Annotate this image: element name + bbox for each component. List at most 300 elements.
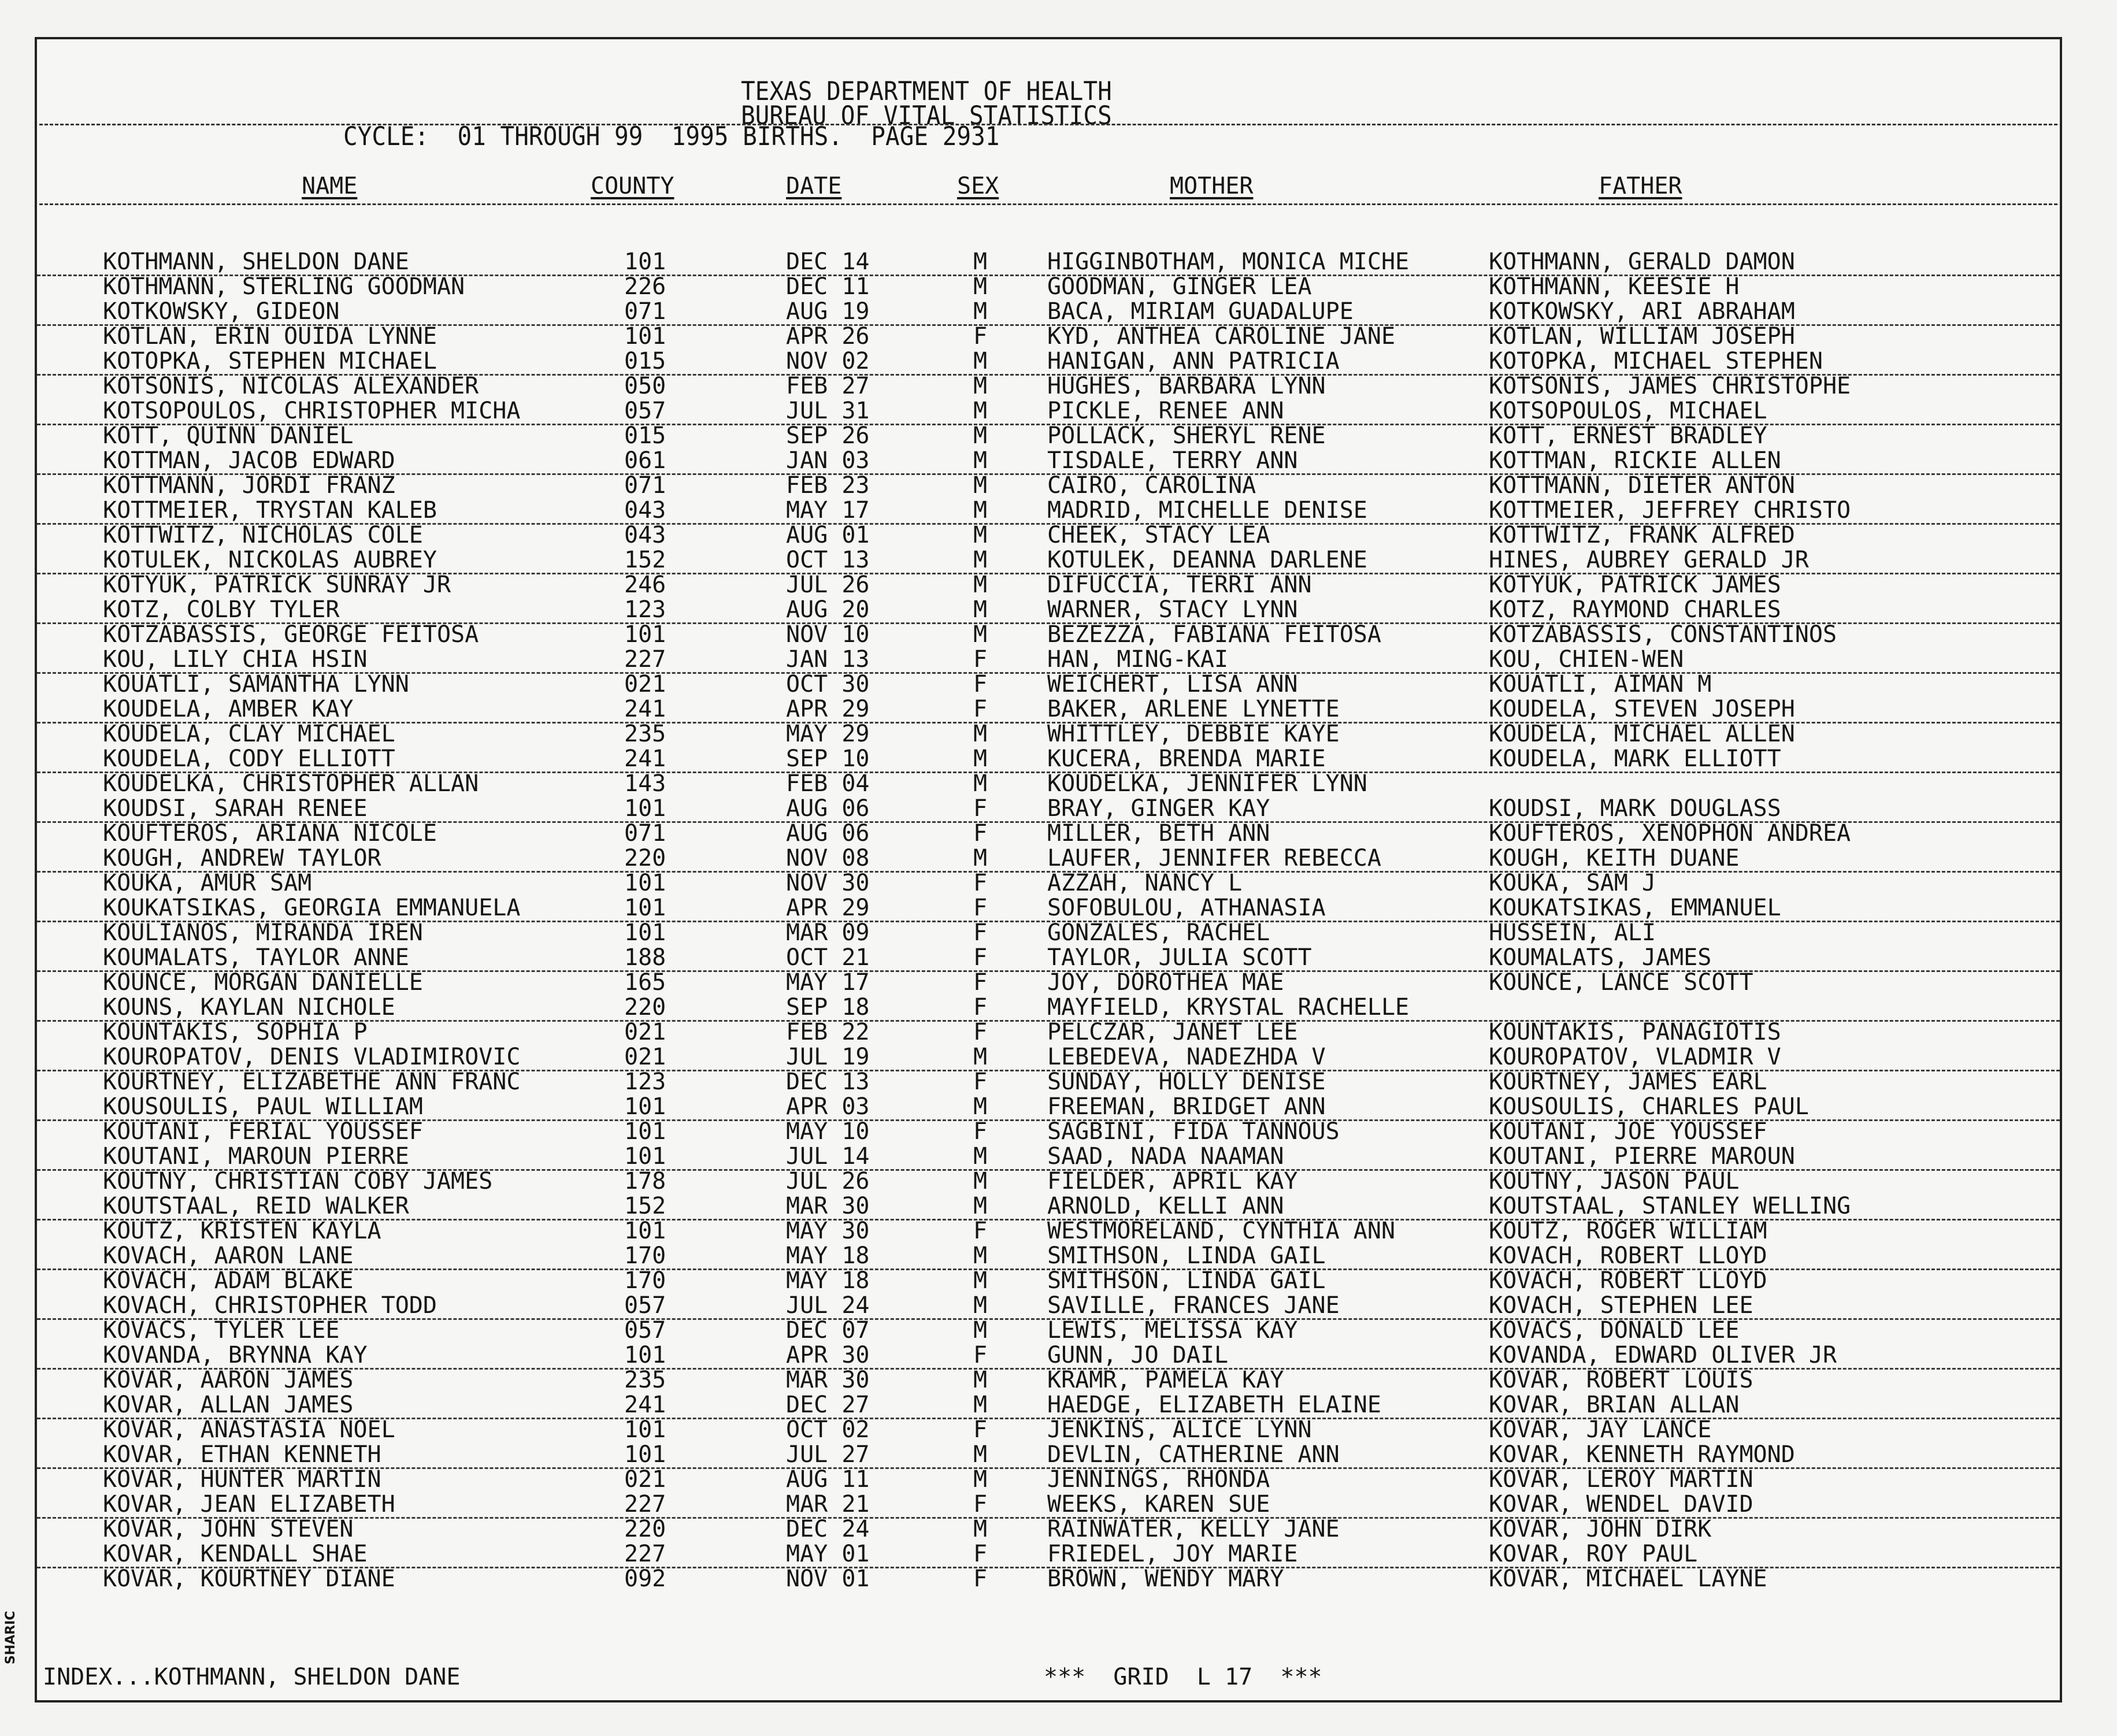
cell-mother: WEEKS, KAREN SUE — [1047, 1491, 1270, 1518]
cell-date: MAY 18 — [786, 1267, 870, 1294]
cell-name: KOUMALATS, TAYLOR ANNE — [103, 944, 409, 971]
cell-date: MAY 18 — [786, 1242, 870, 1269]
cell-mother: HIGGINBOTHAM, MONICA MICHE — [1047, 248, 1410, 275]
cell-date: AUG 19 — [786, 298, 870, 325]
cell-date: JUL 24 — [786, 1292, 870, 1319]
cell-mother: KOUDELKA, JENNIFER LYNN — [1047, 770, 1367, 797]
cell-date: NOV 02 — [786, 348, 870, 374]
cell-father: KOUTSTAAL, STANLEY WELLING — [1489, 1193, 1851, 1219]
cell-county: 057 — [624, 1317, 666, 1344]
cell-name: KOTTMEIER, TRYSTAN KALEB — [103, 497, 437, 524]
cell-name: KOVAR, KOURTNEY DIANE — [103, 1566, 395, 1592]
cell-name: KOUNS, KAYLAN NICHOLE — [103, 994, 395, 1021]
table-row — [37, 1045, 2060, 1071]
cell-name: KOUNTAKIS, SOPHIA P — [103, 1019, 368, 1045]
cell-county: 061 — [624, 447, 666, 474]
cell-father: KOVAR, KENNETH RAYMOND — [1489, 1441, 1795, 1468]
cell-sex: F — [973, 696, 988, 722]
table-row — [37, 1567, 2060, 1592]
table-row — [37, 921, 2060, 945]
cell-name: KOTHMANN, SHELDON DANE — [103, 248, 409, 275]
cell-county: 015 — [624, 422, 666, 449]
side-stamp: SHARIC — [3, 1611, 18, 1664]
cell-mother: KOTULEK, DEANNA DARLENE — [1047, 547, 1367, 573]
grid-label: *** GRID L 17 *** — [1044, 1664, 1322, 1690]
cell-sex: M — [973, 1441, 988, 1468]
table-row — [37, 1119, 2060, 1144]
cell-name: KOVAR, JEAN ELIZABETH — [103, 1491, 395, 1518]
cell-name: KOVAR, HUNTER MARTIN — [103, 1466, 381, 1493]
cell-sex: M — [973, 1143, 988, 1170]
cell-name: KOUKATSIKAS, GEORGIA EMMANUELA — [103, 895, 521, 921]
cell-county: 220 — [624, 994, 666, 1021]
cell-county: 101 — [624, 1416, 666, 1443]
cell-name: KOUTANI, MAROUN PIERRE — [103, 1143, 409, 1170]
cell-date: MAY 17 — [786, 969, 870, 996]
cell-father: KOTT, ERNEST BRADLEY — [1489, 422, 1767, 449]
table-row — [37, 622, 2060, 647]
table-row — [37, 1219, 2060, 1244]
cell-sex: F — [973, 994, 988, 1021]
cell-father: KOVANDA, EDWARD OLIVER JR — [1489, 1342, 1837, 1368]
cell-mother: POLLACK, SHERYL RENE — [1047, 422, 1326, 449]
cell-name: KOUKA, AMUR SAM — [103, 870, 312, 896]
cell-sex: F — [973, 795, 988, 822]
cell-county: 227 — [624, 1491, 666, 1518]
cell-date: OCT 30 — [786, 671, 870, 698]
cell-date: OCT 21 — [786, 944, 870, 971]
table-row — [37, 1095, 2060, 1121]
cell-father: KOTTMANN, DIETER ANTON — [1489, 472, 1795, 499]
cell-county: 227 — [624, 1541, 666, 1567]
cell-date: OCT 02 — [786, 1416, 870, 1443]
cell-name: KOUTANI, FERIAL YOUSSEF — [103, 1118, 423, 1145]
cell-mother: KRAMR, PAMELA KAY — [1047, 1367, 1284, 1393]
table-row — [37, 548, 2060, 574]
table-row — [37, 1492, 2060, 1519]
cell-county: 021 — [624, 671, 666, 698]
table-row — [37, 821, 2060, 846]
cell-date: JUL 26 — [786, 572, 870, 598]
cell-name: KOUDELA, CODY ELLIOTT — [103, 745, 395, 772]
column-header-name: NAME — [302, 173, 358, 199]
cell-sex: F — [973, 646, 988, 673]
cell-date: MAR 21 — [786, 1491, 870, 1518]
cell-father: KOUGH, KEITH DUANE — [1489, 845, 1740, 871]
cell-mother: WEICHERT, LISA ANN — [1047, 671, 1298, 698]
cell-father: KOTZABASSIS, CONSTANTINOS — [1489, 621, 1837, 648]
table-row — [37, 473, 2060, 498]
cell-county: 152 — [624, 547, 666, 573]
cell-father: KOUATLI, AIMAN M — [1489, 671, 1712, 698]
cell-county: 101 — [624, 1143, 666, 1170]
cell-county: 021 — [624, 1466, 666, 1493]
cell-mother: BROWN, WENDY MARY — [1047, 1566, 1284, 1592]
cell-name: KOTKOWSKY, GIDEON — [103, 298, 340, 325]
cell-sex: F — [973, 671, 988, 698]
cell-mother: HUGHES, BARBARA LYNN — [1047, 373, 1326, 399]
cell-sex: M — [973, 721, 988, 747]
cell-mother: DIFUCCIA, TERRI ANN — [1047, 572, 1312, 598]
cell-mother: SAAD, NADA NAAMAN — [1047, 1143, 1284, 1170]
table-row — [37, 970, 2060, 995]
cell-name: KOVACH, AARON LANE — [103, 1242, 354, 1269]
cell-sex: M — [973, 596, 988, 623]
cell-name: KOUDELA, AMBER KAY — [103, 696, 354, 722]
cell-father: KOVAR, WENDEL DAVID — [1489, 1491, 1753, 1518]
header-separator — [39, 124, 2057, 125]
table-row — [37, 945, 2060, 972]
cell-county: 101 — [624, 248, 666, 275]
cell-father: KOVAR, ROBERT LOUIS — [1489, 1367, 1753, 1393]
cell-mother: BRAY, GINGER KAY — [1047, 795, 1270, 822]
cell-date: MAY 29 — [786, 721, 870, 747]
cell-father: KOUMALATS, JAMES — [1489, 944, 1712, 971]
cell-mother: BEZEZZA, FABIANA FEITOSA — [1047, 621, 1381, 648]
cell-county: 101 — [624, 1218, 666, 1244]
cell-father: KOVAR, MICHAEL LAYNE — [1489, 1566, 1767, 1592]
cell-sex: M — [973, 547, 988, 573]
table-row — [37, 1244, 2060, 1270]
cell-mother: SAVILLE, FRANCES JANE — [1047, 1292, 1340, 1319]
cell-county: 241 — [624, 745, 666, 772]
cell-date: APR 29 — [786, 696, 870, 722]
cell-date: JUL 26 — [786, 1168, 870, 1195]
cell-name: KOURTNEY, ELIZABETHE ANN FRANC — [103, 1069, 521, 1095]
cell-name: KOVACH, CHRISTOPHER TODD — [103, 1292, 437, 1319]
cell-sex: M — [973, 422, 988, 449]
cell-name: KOTLAN, ERIN OUIDA LYNNE — [103, 323, 437, 350]
cell-mother: SMITHSON, LINDA GAIL — [1047, 1242, 1326, 1269]
cell-sex: M — [973, 1267, 988, 1294]
cell-sex: M — [973, 845, 988, 871]
cell-mother: JENKINS, ALICE LYNN — [1047, 1416, 1312, 1443]
cell-date: MAY 01 — [786, 1541, 870, 1567]
cell-date: MAR 09 — [786, 919, 870, 946]
cell-sex: M — [973, 348, 988, 374]
cell-county: 227 — [624, 646, 666, 673]
table-row — [37, 498, 2060, 525]
cell-mother: AZZAH, NANCY L — [1047, 870, 1243, 896]
cell-name: KOVAR, ALLAN JAMES — [103, 1392, 354, 1418]
cell-name: KOTZ, COLBY TYLER — [103, 596, 340, 623]
table-row — [37, 523, 2060, 548]
cell-name: KOTSONIS, NICOLAS ALEXANDER — [103, 373, 479, 399]
cell-name: KOUTSTAAL, REID WALKER — [103, 1193, 409, 1219]
cell-name: KOTTMANN, JORDI FRANZ — [103, 472, 395, 499]
cell-sex: M — [973, 1044, 988, 1070]
table-row — [37, 846, 2060, 873]
table-row — [37, 871, 2060, 896]
cell-name: KOTT, QUINN DANIEL — [103, 422, 354, 449]
table-row — [37, 1542, 2060, 1568]
cell-name: KOUSOULIS, PAUL WILLIAM — [103, 1093, 423, 1120]
cell-sex: F — [973, 1019, 988, 1045]
cell-father: KOVACS, DONALD LEE — [1489, 1317, 1740, 1344]
cell-date: DEC 13 — [786, 1069, 870, 1095]
cell-name: KOVAR, ETHAN KENNETH — [103, 1441, 381, 1468]
cell-sex: F — [973, 820, 988, 847]
cell-sex: F — [973, 1118, 988, 1145]
cell-sex: M — [973, 298, 988, 325]
cell-mother: PICKLE, RENEE ANN — [1047, 398, 1284, 424]
cell-date: JUL 14 — [786, 1143, 870, 1170]
table-row — [37, 1368, 2060, 1393]
cell-county: 101 — [624, 1342, 666, 1368]
cell-date: FEB 22 — [786, 1019, 870, 1045]
table-row — [37, 697, 2060, 724]
cell-county: 123 — [624, 1069, 666, 1095]
cell-name: KOTTWITZ, NICHOLAS COLE — [103, 522, 423, 548]
cell-county: 101 — [624, 919, 666, 946]
cell-mother: WHITTLEY, DEBBIE KAYE — [1047, 721, 1340, 747]
cell-father: KOVACH, ROBERT LLOYD — [1489, 1267, 1767, 1294]
table-row — [37, 1442, 2060, 1469]
cell-date: AUG 11 — [786, 1466, 870, 1493]
cell-sex: F — [973, 969, 988, 996]
cell-county: 101 — [624, 870, 666, 896]
cell-county: 101 — [624, 795, 666, 822]
cell-date: FEB 27 — [786, 373, 870, 399]
cell-sex: F — [973, 1218, 988, 1244]
cell-name: KOVAR, KENDALL SHAE — [103, 1541, 368, 1567]
cell-date: APR 30 — [786, 1342, 870, 1368]
cell-name: KOUTNY, CHRISTIAN COBY JAMES — [103, 1168, 493, 1195]
table-row — [37, 324, 2060, 349]
cell-father: KOUDELA, MICHAEL ALLEN — [1489, 721, 1795, 747]
cell-date: FEB 23 — [786, 472, 870, 499]
cell-sex: M — [973, 373, 988, 399]
column-header-mother: MOTHER — [1170, 173, 1254, 199]
cell-name: KOVAR, JOHN STEVEN — [103, 1516, 354, 1542]
cell-county: 101 — [624, 323, 666, 350]
cell-father: KOTSOPOULOS, MICHAEL — [1489, 398, 1767, 424]
cell-mother: MADRID, MICHELLE DENISE — [1047, 497, 1367, 524]
cell-county: 143 — [624, 770, 666, 797]
cell-county: 241 — [624, 1392, 666, 1418]
cell-date: JAN 13 — [786, 646, 870, 673]
cell-father: KOTTWITZ, FRANK ALFRED — [1489, 522, 1795, 548]
table-row — [37, 1268, 2060, 1293]
cell-father: KOTTMEIER, JEFFREY CHRISTO — [1489, 497, 1851, 524]
cell-date: NOV 08 — [786, 845, 870, 871]
cell-county: 170 — [624, 1267, 666, 1294]
cell-sex: M — [973, 1168, 988, 1195]
cell-mother: MILLER, BETH ANN — [1047, 820, 1270, 847]
table-row — [37, 1393, 2060, 1419]
table-row — [37, 374, 2060, 399]
cell-father: KOTHMANN, GERALD DAMON — [1489, 248, 1795, 275]
cell-sex: M — [973, 621, 988, 648]
cell-name: KOTSOPOULOS, CHRISTOPHER MICHA — [103, 398, 521, 424]
cell-father: KOVACH, STEPHEN LEE — [1489, 1292, 1753, 1319]
cell-mother: SAGBINI, FIDA TANNOUS — [1047, 1118, 1340, 1145]
cell-father: KOUDSI, MARK DOUGLASS — [1489, 795, 1781, 822]
cell-county: 071 — [624, 472, 666, 499]
cell-date: AUG 01 — [786, 522, 870, 548]
cell-county: 165 — [624, 969, 666, 996]
cell-father: KOVAR, JAY LANCE — [1489, 1416, 1712, 1443]
cell-father: KOU, CHIEN-WEN — [1489, 646, 1684, 673]
cell-father: HINES, AUBREY GERALD JR — [1489, 547, 1809, 573]
cell-father: KOUTNY, JASON PAUL — [1489, 1168, 1740, 1195]
cell-name: KOUNCE, MORGAN DANIELLE — [103, 969, 423, 996]
cell-sex: M — [973, 273, 988, 300]
table-row — [37, 747, 2060, 773]
cell-mother: KYD, ANTHEA CAROLINE JANE — [1047, 323, 1396, 350]
cell-county: 101 — [624, 895, 666, 921]
cell-mother: SMITHSON, LINDA GAIL — [1047, 1267, 1326, 1294]
cell-date: SEP 26 — [786, 422, 870, 449]
cell-county: 178 — [624, 1168, 666, 1195]
cell-mother: HAN, MING-KAI — [1047, 646, 1229, 673]
table-row — [37, 995, 2060, 1022]
cell-mother: MAYFIELD, KRYSTAL RACHELLE — [1047, 994, 1410, 1021]
cell-mother: JENNINGS, RHONDA — [1047, 1466, 1270, 1493]
cell-mother: ARNOLD, KELLI ANN — [1047, 1193, 1284, 1219]
cell-county: 101 — [624, 1441, 666, 1468]
cell-county: 050 — [624, 373, 666, 399]
cell-county: 043 — [624, 497, 666, 524]
header-bureau: BUREAU OF VITAL STATISTICS — [741, 101, 1112, 131]
cell-county: 092 — [624, 1566, 666, 1592]
cell-county: 241 — [624, 696, 666, 722]
cell-mother: DEVLIN, CATHERINE ANN — [1047, 1441, 1340, 1468]
table-row — [37, 424, 2060, 448]
column-header-father: FATHER — [1599, 173, 1682, 199]
cell-sex: M — [973, 472, 988, 499]
column-header-sex: SEX — [957, 173, 999, 199]
cell-sex: F — [973, 944, 988, 971]
cell-name: KOUROPATOV, DENIS VLADIMIROVIC — [103, 1044, 521, 1070]
table-row — [37, 1517, 2060, 1542]
cell-date: MAY 17 — [786, 497, 870, 524]
cell-name: KOTZABASSIS, GEORGE FEITOSA — [103, 621, 479, 648]
table-row — [37, 796, 2060, 823]
cell-name: KOUGH, ANDREW TAYLOR — [103, 845, 381, 871]
cell-date: DEC 07 — [786, 1317, 870, 1344]
cell-name: KOU, LILY CHIA HSIN — [103, 646, 368, 673]
table-row — [37, 1467, 2060, 1492]
cell-county: 123 — [624, 596, 666, 623]
cell-sex: M — [973, 1193, 988, 1219]
cell-sex: F — [973, 1416, 988, 1443]
cell-mother: LEBEDEVA, NADEZHDA V — [1047, 1044, 1326, 1070]
table-row — [37, 1318, 2060, 1343]
cell-county: 235 — [624, 721, 666, 747]
table-row — [37, 1169, 2060, 1194]
cell-name: KOULIANOS, MIRANDA IREN — [103, 919, 423, 946]
cell-mother: HANIGAN, ANN PATRICIA — [1047, 348, 1340, 374]
cell-name: KOTYUK, PATRICK SUNRAY JR — [103, 572, 451, 598]
cell-county: 101 — [624, 621, 666, 648]
cell-date: AUG 06 — [786, 795, 870, 822]
cell-sex: F — [973, 1566, 988, 1592]
cell-sex: M — [973, 1292, 988, 1319]
cell-name: KOVACS, TYLER LEE — [103, 1317, 340, 1344]
table-row — [37, 275, 2060, 299]
cell-mother: CAIRO, CAROLINA — [1047, 472, 1256, 499]
cell-mother: LEWIS, MELISSA KAY — [1047, 1317, 1298, 1344]
cell-date: APR 03 — [786, 1093, 870, 1120]
cell-date: JAN 03 — [786, 447, 870, 474]
cell-county: 235 — [624, 1367, 666, 1393]
cell-father: KOUTANI, JOE YOUSSEF — [1489, 1118, 1767, 1145]
cell-sex: F — [973, 870, 988, 896]
cell-sex: M — [973, 1466, 988, 1493]
cell-county: 246 — [624, 572, 666, 598]
cell-sex: F — [973, 895, 988, 921]
cell-father: HUSSEIN, ALI — [1489, 919, 1656, 946]
cell-mother: TISDALE, TERRY ANN — [1047, 447, 1298, 474]
table-row — [37, 1293, 2060, 1320]
cell-date: JUL 31 — [786, 398, 870, 424]
cell-sex: M — [973, 1242, 988, 1269]
cell-sex: M — [973, 1093, 988, 1120]
cell-mother: GOODMAN, GINGER LEA — [1047, 273, 1312, 300]
cell-name: KOTOPKA, STEPHEN MICHAEL — [103, 348, 437, 374]
cell-father: KOTOPKA, MICHAEL STEPHEN — [1489, 348, 1823, 374]
cell-father: KOVAR, JOHN DIRK — [1489, 1516, 1712, 1542]
cell-date: NOV 30 — [786, 870, 870, 896]
cell-county: 015 — [624, 348, 666, 374]
table-row — [37, 647, 2060, 674]
table-row — [37, 771, 2060, 796]
cell-name: KOUDSI, SARAH RENEE — [103, 795, 368, 822]
cell-name: KOTULEK, NICKOLAS AUBREY — [103, 547, 437, 573]
table-row — [37, 598, 2060, 624]
cell-sex: M — [973, 770, 988, 797]
cell-date: APR 26 — [786, 323, 870, 350]
table-row — [37, 399, 2060, 425]
cell-name: KOUFTEROS, ARIANA NICOLE — [103, 820, 437, 847]
cell-mother: FRIEDEL, JOY MARIE — [1047, 1541, 1298, 1567]
table-row — [37, 672, 2060, 697]
cell-mother: SUNDAY, HOLLY DENISE — [1047, 1069, 1326, 1095]
cell-father: KOVAR, ROY PAUL — [1489, 1541, 1698, 1567]
cell-county: 101 — [624, 1118, 666, 1145]
document-frame — [35, 37, 2062, 1702]
cell-date: AUG 20 — [786, 596, 870, 623]
cell-sex: M — [973, 447, 988, 474]
cell-mother: WARNER, STACY LYNN — [1047, 596, 1298, 623]
cell-father: KOVAR, BRIAN ALLAN — [1489, 1392, 1740, 1418]
cell-mother: BACA, MIRIAM GUADALUPE — [1047, 298, 1354, 325]
cell-county: 071 — [624, 820, 666, 847]
cell-mother: RAINWATER, KELLY JANE — [1047, 1516, 1340, 1542]
cell-sex: M — [973, 745, 988, 772]
cell-county: 021 — [624, 1044, 666, 1070]
table-row — [37, 1070, 2060, 1095]
cell-mother: JOY, DOROTHEA MAE — [1047, 969, 1284, 996]
cell-father: KOTHMANN, KEESIE H — [1489, 273, 1740, 300]
cell-mother: TAYLOR, JULIA SCOTT — [1047, 944, 1312, 971]
cell-name: KOVAR, AARON JAMES — [103, 1367, 354, 1393]
cell-sex: M — [973, 572, 988, 598]
cell-father: KOUTZ, ROGER WILLIAM — [1489, 1218, 1767, 1244]
cell-date: NOV 01 — [786, 1566, 870, 1592]
cell-father: KOUDELA, MARK ELLIOTT — [1489, 745, 1781, 772]
cell-father: KOTLAN, WILLIAM JOSEPH — [1489, 323, 1795, 350]
table-row — [37, 573, 2060, 598]
cell-father: KOUFTEROS, XENOPHON ANDREA — [1489, 820, 1851, 847]
cell-father: KOUKA, SAM J — [1489, 870, 1656, 896]
column-header-county: COUNTY — [591, 173, 674, 199]
cell-father: KOUNCE, LANCE SCOTT — [1489, 969, 1753, 996]
cell-date: APR 29 — [786, 895, 870, 921]
cell-date: DEC 24 — [786, 1516, 870, 1542]
cell-father: KOTKOWSKY, ARI ABRAHAM — [1489, 298, 1795, 325]
